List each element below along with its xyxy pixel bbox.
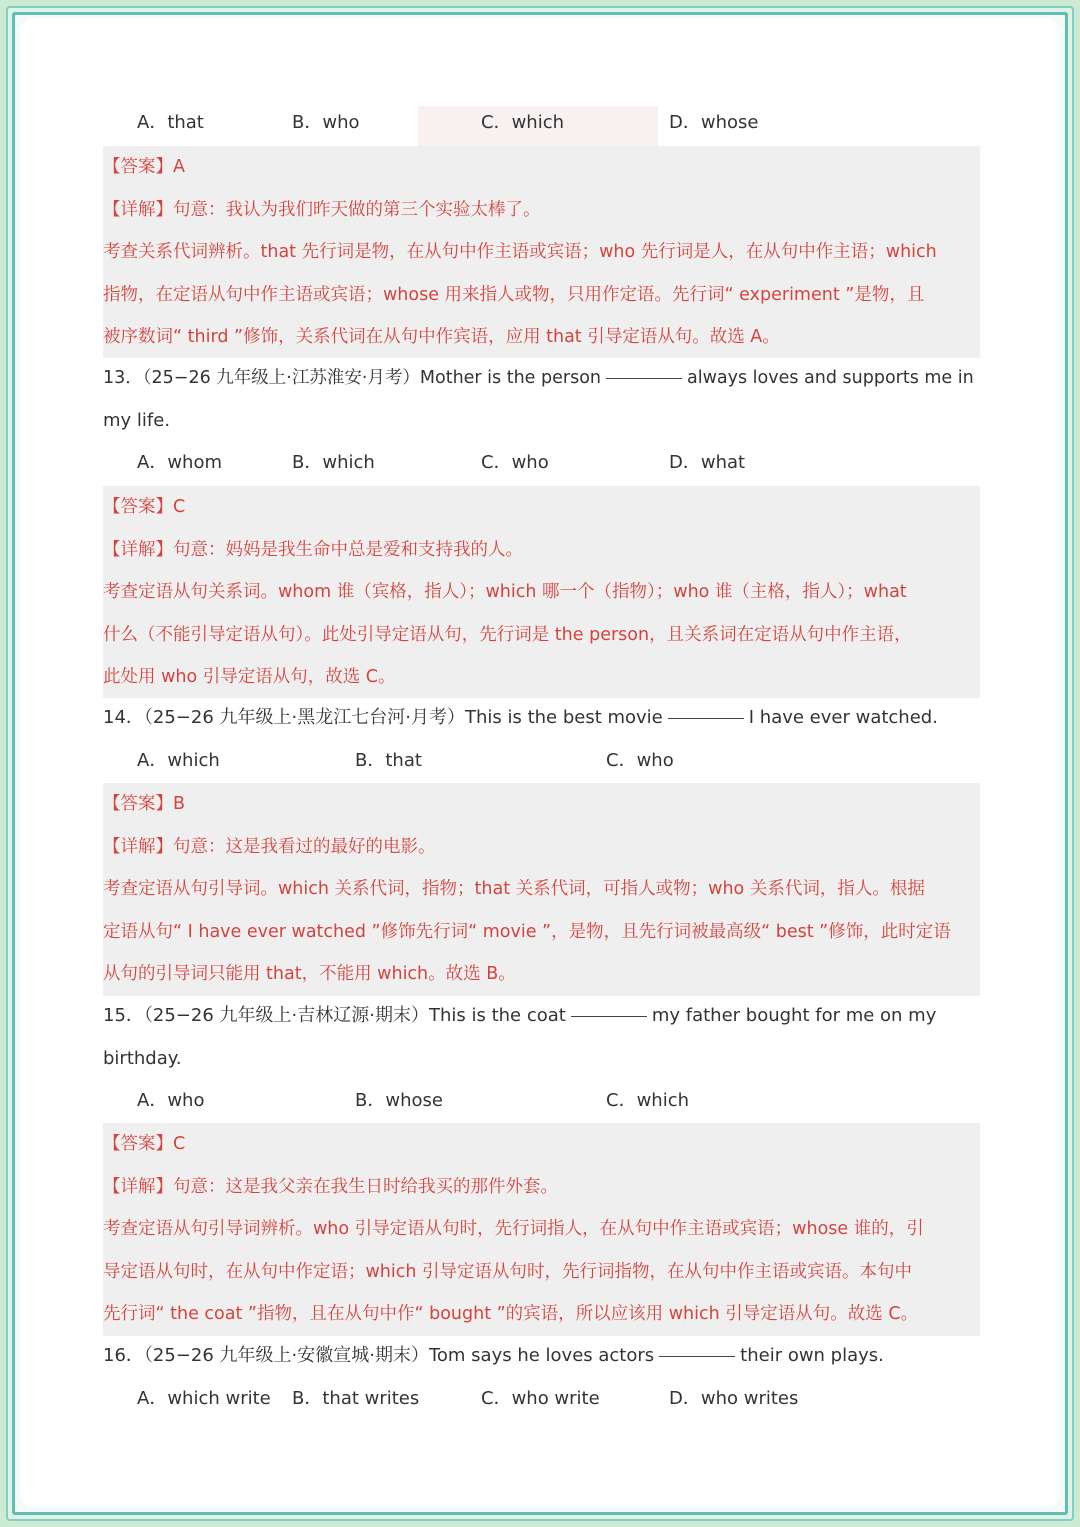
q12-option-d: D．whose — [669, 112, 759, 133]
fill-blank — [659, 1355, 735, 1357]
explanation-line: 考查关系代词辨析。that 先行词是物，在从句中作主语或宾语；who 先行词是人，在从句中作主语；which — [103, 242, 937, 262]
q15-option-c: C．which — [606, 1090, 690, 1111]
explanation-line: 考查定语从句引导词。which 关系代词，指物；that 关系代词，可指人或物；who 关系代词，指人。根据 — [103, 879, 925, 899]
q15-stem-line2: birthday. — [103, 1048, 182, 1069]
q14-option-c: C．who — [606, 750, 674, 771]
answer-label: 【答案】B — [103, 794, 186, 814]
detail-line: 【详解】句意：这是我看过的最好的电影。 — [103, 836, 436, 857]
explanation-line: 考查定语从句引导词辨析。who 引导定语从句时，先行词指人，在从句中作主语或宾语；whose 谁的，引 — [103, 1219, 924, 1239]
explanation-line: 定语从句“ I have ever watched ”修饰先行词“ movie ”，是物，且先行词被最高级“ best ”修饰，此时定语 — [103, 921, 951, 942]
q13-stem-text-end: always loves and supports me in — [687, 368, 974, 388]
explanation-line: 从句的引导词只能用 that，不能用 which。故选 B。 — [103, 964, 516, 984]
q12-option-b: B．who — [292, 112, 360, 133]
q14-option-a: A．which — [137, 750, 220, 771]
q16-stem-text: 16．（25−26 九年级上·安徽宣城·期末）Tom says he loves actors — [103, 1345, 655, 1366]
q13-answer-block — [103, 486, 980, 698]
q15-option-b: B．whose — [355, 1090, 443, 1111]
q12-option-a: A．that — [137, 112, 204, 133]
explanation-line: 先行词“ the coat ”指物，且在从句中作“ bought ”的宾语，所以应该用 which 引导定语从句。故选 C。 — [103, 1304, 919, 1324]
q13-stem-line2: my life. — [103, 410, 171, 431]
q15-stem-text: 15．（25−26 九年级上·吉林辽源·期末）This is the coat — [103, 1005, 566, 1026]
fill-blank — [606, 377, 682, 379]
q14-option-b: B．that — [355, 750, 422, 771]
fill-blank — [668, 717, 744, 719]
q16-stem — [103, 1335, 980, 1377]
q14-answer-block — [103, 783, 980, 996]
q13-option-b: B．which — [292, 452, 375, 473]
explanation-line: 指物，在定语从句中作主语或宾语；whose 用来指人或物，只用作定语。先行词“ experiment ”是物，且 — [103, 284, 925, 305]
explanation-line: 此处用 who 引导定语从句，故选 C。 — [103, 667, 396, 687]
explanation-line: 导定语从句时，在从句中作定语；which 引导定语从句时，先行词指物，在从句中作主语或宾语。本句中 — [103, 1261, 913, 1282]
q14-stem-text: 14．（25−26 九年级上·黑龙江七台河·月考）This is the best movie — [103, 707, 663, 728]
q16-option-c: C．who write — [481, 1388, 600, 1409]
q12-option-c: C．which — [481, 112, 565, 133]
q13-option-c: C．who — [481, 452, 549, 473]
detail-line: 【详解】句意：这是我父亲在我生日时给我买的那件外套。 — [103, 1176, 558, 1197]
explanation-line: 考查定语从句关系词。whom 谁（宾格，指人）；which 哪一个（指物）；who 谁（主格，指人）；what — [103, 582, 907, 602]
q13-stem — [103, 357, 980, 399]
q15-stem — [103, 995, 980, 1037]
q16-option-a: A．which write — [137, 1388, 271, 1409]
worksheet-page — [20, 18, 1060, 1508]
q15-stem-text-end: my father bought for me on my — [651, 1005, 937, 1026]
answer-label: 【答案】C — [103, 497, 186, 517]
detail-line: 【详解】句意：妈妈是我生命中总是爱和支持我的人。 — [103, 539, 523, 560]
q16-option-b: B．that writes — [292, 1388, 420, 1409]
detail-line: 【详解】句意：我认为我们昨天做的第三个实验太棒了。 — [103, 199, 541, 220]
q16-stem-text-end: their own plays. — [740, 1345, 884, 1366]
q12-answer-block — [103, 146, 980, 358]
fill-blank — [571, 1015, 647, 1017]
answer-label: 【答案】C — [103, 1134, 186, 1154]
q13-stem-text: 13．（25−26 九年级上·江苏淮安·月考）Mother is the person — [103, 368, 601, 388]
answer-label: 【答案】A — [103, 157, 185, 177]
q15-answer-block — [103, 1123, 980, 1336]
q16-option-d: D．who writes — [669, 1388, 799, 1409]
explanation-line: 被序数词“ third ”修饰，关系代词在从句中作宾语，应用 that 引导定语从句。故选 A。 — [103, 327, 780, 347]
q13-option-a: A．whom — [137, 452, 222, 473]
q14-stem-text-end: I have ever watched. — [748, 707, 938, 728]
q14-stem — [103, 697, 980, 739]
q13-option-d: D．what — [669, 452, 746, 473]
explanation-line: 什么（不能引导定语从句）。此处引导定语从句，先行词是 the person，且关系词在定语从句中作主语， — [103, 624, 912, 645]
q15-option-a: A．who — [137, 1090, 205, 1111]
